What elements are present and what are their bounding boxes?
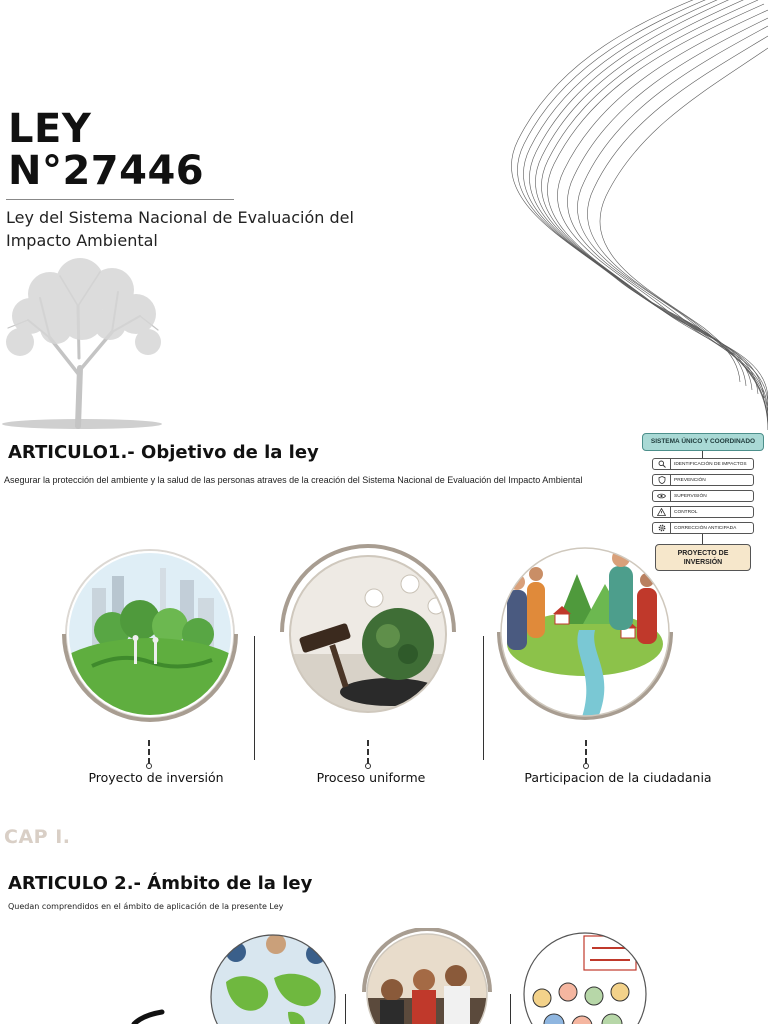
dashed-connector bbox=[585, 740, 587, 764]
subtitle-line1: Ley del Sistema Nacional de Evaluación del bbox=[6, 208, 354, 227]
diagram-footer-line1: PROYECTO DE bbox=[677, 550, 729, 557]
diagram-item-label: CONTROL bbox=[674, 509, 698, 515]
diagram-connector bbox=[702, 534, 703, 544]
eye-icon bbox=[653, 491, 671, 501]
subtitle-line2: Impacto Ambiental bbox=[6, 231, 158, 250]
world-map-table-icon bbox=[208, 932, 338, 1024]
diagram-item-prevencion bbox=[652, 474, 754, 486]
connector-dot bbox=[365, 763, 371, 769]
law-subtitle bbox=[6, 206, 386, 252]
divider-line bbox=[254, 636, 255, 760]
divider-line bbox=[345, 994, 346, 1024]
community-map-icon bbox=[497, 544, 673, 720]
magnifier-icon bbox=[653, 459, 671, 469]
gear-icon bbox=[653, 523, 671, 533]
warning-icon bbox=[653, 507, 671, 517]
assembly-drawing-icon bbox=[520, 928, 650, 1024]
divider-line bbox=[483, 636, 484, 760]
title-divider bbox=[6, 199, 234, 200]
tree-illustration bbox=[0, 258, 165, 430]
connector-dot bbox=[583, 763, 589, 769]
law-title-line1: LEY bbox=[8, 106, 92, 152]
gavel-globe-icon bbox=[280, 544, 456, 720]
law-title-line2: N°27446 bbox=[8, 148, 205, 194]
diagram-footer-line2: INVERSIÓN bbox=[683, 559, 723, 566]
feature-label: Proyecto de inversión bbox=[88, 770, 224, 785]
shield-icon bbox=[653, 475, 671, 485]
diagram-item-identificacion bbox=[652, 458, 754, 470]
chapter-heading: CAP I. bbox=[4, 826, 71, 848]
diagram-item-label: IDENTIFICACIÓN DE IMPACTOS bbox=[674, 461, 747, 467]
connector-dot bbox=[146, 763, 152, 769]
feature-label: Proceso uniforme bbox=[316, 770, 426, 785]
feature-label: Participacion de la ciudadania bbox=[524, 770, 712, 785]
diagram-item-label: SUPERVISIÓN bbox=[674, 493, 707, 499]
dashed-connector bbox=[367, 740, 369, 764]
community-group-icon bbox=[362, 928, 492, 1024]
article2-text: Quedan comprendidos en el ámbito de aplicación de la presente Ley bbox=[8, 902, 284, 911]
article2-heading: ARTICULO 2.- Ámbito de la ley bbox=[8, 873, 313, 894]
brush-stroke-decoration bbox=[130, 1008, 170, 1024]
diagram-item-control bbox=[652, 506, 754, 518]
diagram-item-supervision bbox=[652, 490, 754, 502]
diagram-header: SISTEMA ÚNICO Y COORDINADO bbox=[642, 433, 764, 451]
dashed-connector bbox=[148, 740, 150, 764]
eco-city-globe-icon bbox=[62, 548, 238, 724]
diagram-item-label: PREVENCIÓN bbox=[674, 477, 706, 483]
law-title bbox=[8, 108, 368, 192]
diagram-connector bbox=[702, 451, 703, 458]
diagram-item-correccion bbox=[652, 522, 754, 534]
article1-heading: ARTICULO1.- Objetivo de la ley bbox=[8, 442, 319, 463]
article1-text: Asegurar la protección del ambiente y la salud de las personas atraves de la creación del Sistema Nacional de Evaluación del Impacto Ambiental bbox=[4, 475, 583, 485]
wave-lines-decoration bbox=[468, 0, 768, 430]
diagram-item-label: CORRECCIÓN ANTICIPADA bbox=[674, 525, 737, 531]
divider-line bbox=[510, 994, 511, 1024]
